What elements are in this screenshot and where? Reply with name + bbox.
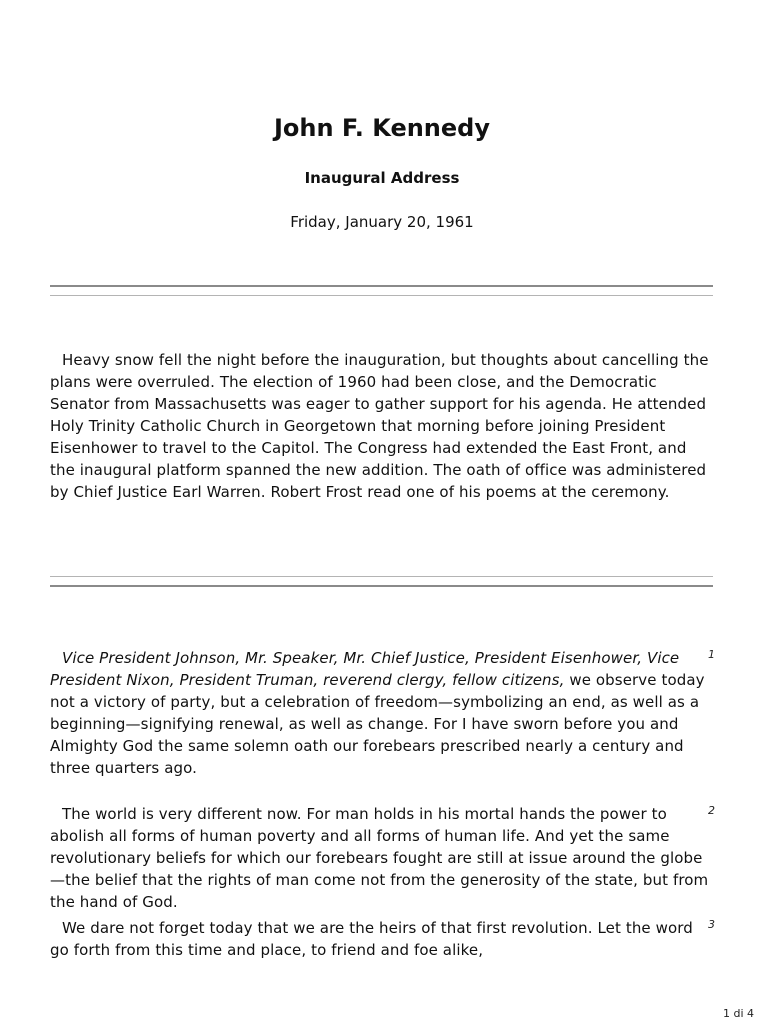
speech-paragraph-1-salutation: Vice President Johnson, Mr. Speaker, Mr. Chief Justice, President Eisenhower, Vice President Nixon, President Truman, reverend clergy, fellow citizens,: [50, 649, 680, 689]
paragraph-number-3: 3: [708, 918, 715, 931]
speech-paragraph-1-body: we observe today not a victory of party, but a celebration of freedom—symbolizing an end, as well as a beginning—signifying renewal, as well as change. For I have sworn before you and Almighty God the same solemn oath our forebears prescribed nearly a century and three quarters ago.: [50, 671, 705, 777]
document-title: John F. Kennedy: [273, 114, 490, 142]
divider-bottom-light: [50, 576, 713, 577]
speech-paragraph-2: The world is very different now. For man holds in his mortal hands the power to abolish all forms of human poverty and all forms of human life. And yet the same revolutionary beliefs for which our forebears fought are still at issue around the globe—the belief that the rights of man come not from the generosity of the state, but from the hand of God.: [50, 805, 709, 911]
intro-paragraph: Heavy snow fell the night before the inauguration, but thoughts about cancelling the plans were overruled. The election of 1960 had been close, and the Democratic Senator from Massachusetts was eager to gather support for his agenda. He attended Holy Trinity Catholic Church in Georgetown that morning before joining President Eisenhower to travel to the Capitol. The Congress had extended the East Front, and the inaugural platform spanned the new addition. The oath of office was administered by Chief Justice Earl Warren. Robert Frost read one of his poems at the ceremony.: [50, 351, 709, 501]
paragraph-number-2: 2: [708, 804, 715, 817]
divider-top-dark: [50, 285, 713, 287]
document-subtitle: Inaugural Address: [304, 169, 460, 187]
speech-paragraph-1: [50, 647, 710, 779]
divider-top-light: [50, 295, 713, 296]
document-date: Friday, January 20, 1961: [290, 213, 474, 231]
page-indicator: 1 di 4: [722, 1007, 754, 1020]
paragraph-number-1: 1: [708, 648, 715, 661]
speech-paragraph-3: We dare not forget today that we are the heirs of that first revolution. Let the word go forth from this time and place, to friend and foe alike,: [50, 919, 693, 959]
divider-bottom-dark: [50, 585, 713, 587]
